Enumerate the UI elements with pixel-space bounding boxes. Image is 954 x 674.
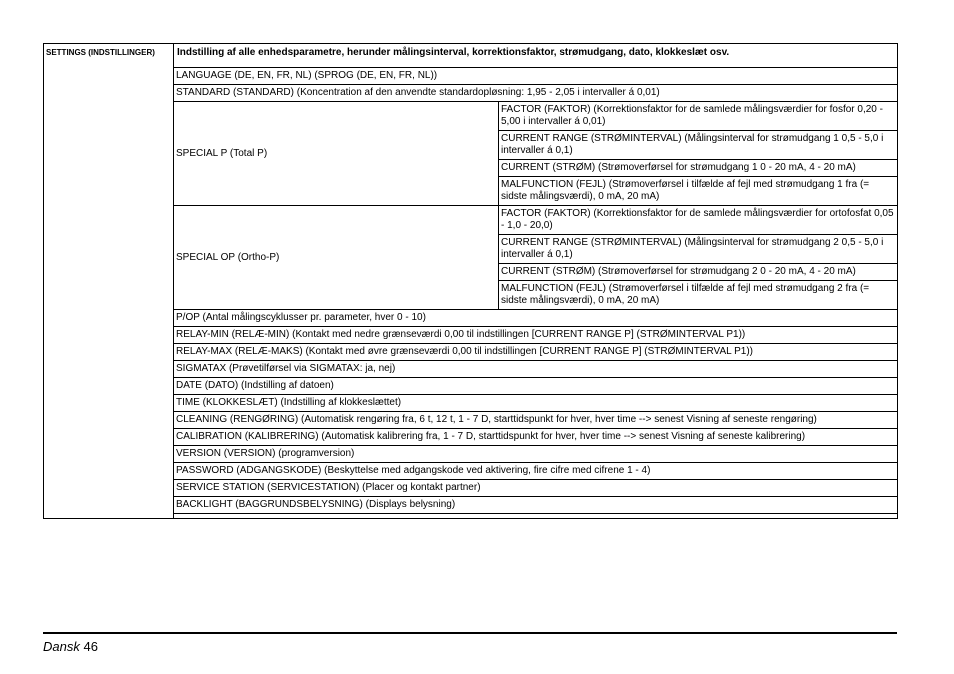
row-language: LANGUAGE (DE, EN, FR, NL) (SPROG (DE, EN, FR, NL)) bbox=[174, 68, 898, 85]
row-relay-max: RELAY-MAX (RELÆ-MAKS) (Kontakt med øvre grænseværdi 0,00 til indstillingen [CURRENT RANGE P] (STRØMINTERVAL P1)) bbox=[174, 344, 898, 361]
row-standard: STANDARD (STANDARD) (Koncentration af den anvendte standardopløsning: 1,95 - 2,05 i intervaller á 0,01) bbox=[174, 85, 898, 102]
row-service-station: SERVICE STATION (SERVICESTATION) (Placer og kontakt partner) bbox=[174, 480, 898, 497]
row-calibration: CALIBRATION (KALIBRERING) (Automatisk kalibrering fra, 1 - 7 D, starttidspunkt for hver, hver time --> senest Visning af seneste kalibrering) bbox=[174, 429, 898, 446]
section-label: SETTINGS (INDSTILLINGER) bbox=[44, 44, 174, 519]
row-date: DATE (DATO) (Indstilling af datoen) bbox=[174, 378, 898, 395]
row-backlight: BACKLIGHT (BAGGRUNDSBELYSNING) (Displays belysning) bbox=[174, 497, 898, 514]
page-footer bbox=[43, 639, 98, 654]
settings-table bbox=[43, 43, 898, 519]
table-bottom-spacer bbox=[174, 514, 898, 519]
special-p-current: CURRENT (STRØM) (Strømoverførsel for strømudgang 1 0 - 20 mA, 4 - 20 mA) bbox=[499, 160, 898, 177]
row-relay-min: RELAY-MIN (RELÆ-MIN) (Kontakt med nedre grænseværdi 0,00 til indstillingen [CURRENT RANGE P] (STRØMINTERVAL P1)) bbox=[174, 327, 898, 344]
section-header: Indstilling af alle enhedsparametre, herunder målingsinterval, korrektionsfaktor, strømudgang, dato, klokkeslæt osv. bbox=[174, 44, 898, 68]
row-pop: P/OP (Antal målingscyklusser pr. parameter, hver 0 - 10) bbox=[174, 310, 898, 327]
row-special-p-label: SPECIAL P (Total P) bbox=[174, 102, 499, 206]
special-p-malfunction: MALFUNCTION (FEJL) (Strømoverførsel i tilfælde af fejl med strømudgang 1 fra (= sidste målingsværdi), 0 mA, 20 mA) bbox=[499, 177, 898, 206]
special-op-current: CURRENT (STRØM) (Strømoverførsel for strømudgang 2 0 - 20 mA, 4 - 20 mA) bbox=[499, 264, 898, 281]
row-version: VERSION (VERSION) (programversion) bbox=[174, 446, 898, 463]
special-op-malfunction: MALFUNCTION (FEJL) (Strømoverførsel i tilfælde af fejl med strømudgang 2 fra (= sidste målingsværdi), 0 mA, 20 mA) bbox=[499, 281, 898, 310]
row-time: TIME (KLOKKESLÆT) (Indstilling af klokkeslættet) bbox=[174, 395, 898, 412]
special-op-factor: FACTOR (FAKTOR) (Korrektionsfaktor for de samlede målingsværdier for ortofosfat 0,05 - 1,0 - 20,0) bbox=[499, 206, 898, 235]
page-number: 46 bbox=[83, 639, 98, 654]
row-special-op-label: SPECIAL OP (Ortho-P) bbox=[174, 206, 499, 310]
footer-language: Dansk bbox=[43, 639, 80, 654]
table-header-row bbox=[44, 44, 898, 68]
footer-divider bbox=[43, 632, 897, 634]
row-cleaning: CLEANING (RENGØRING) (Automatisk rengøring fra, 6 t, 12 t, 1 - 7 D, starttidspunkt for hver, hver time --> senest Visning af seneste rengøring) bbox=[174, 412, 898, 429]
row-password: PASSWORD (ADGANGSKODE) (Beskyttelse med adgangskode ved aktivering, fire cifre med cifrene 1 - 4) bbox=[174, 463, 898, 480]
special-p-factor: FACTOR (FAKTOR) (Korrektionsfaktor for de samlede målingsværdier for fosfor 0,20 - 5,00 i intervaller á 0,01) bbox=[499, 102, 898, 131]
special-op-current-range: CURRENT RANGE (STRØMINTERVAL) (Målingsinterval for strømudgang 2 0,5 - 5,0 i intervaller á 0,1) bbox=[499, 235, 898, 264]
special-p-current-range: CURRENT RANGE (STRØMINTERVAL) (Målingsinterval for strømudgang 1 0,5 - 5,0 i intervaller á 0,1) bbox=[499, 131, 898, 160]
row-sigmatax: SIGMATAX (Prøvetilførsel via SIGMATAX: ja, nej) bbox=[174, 361, 898, 378]
